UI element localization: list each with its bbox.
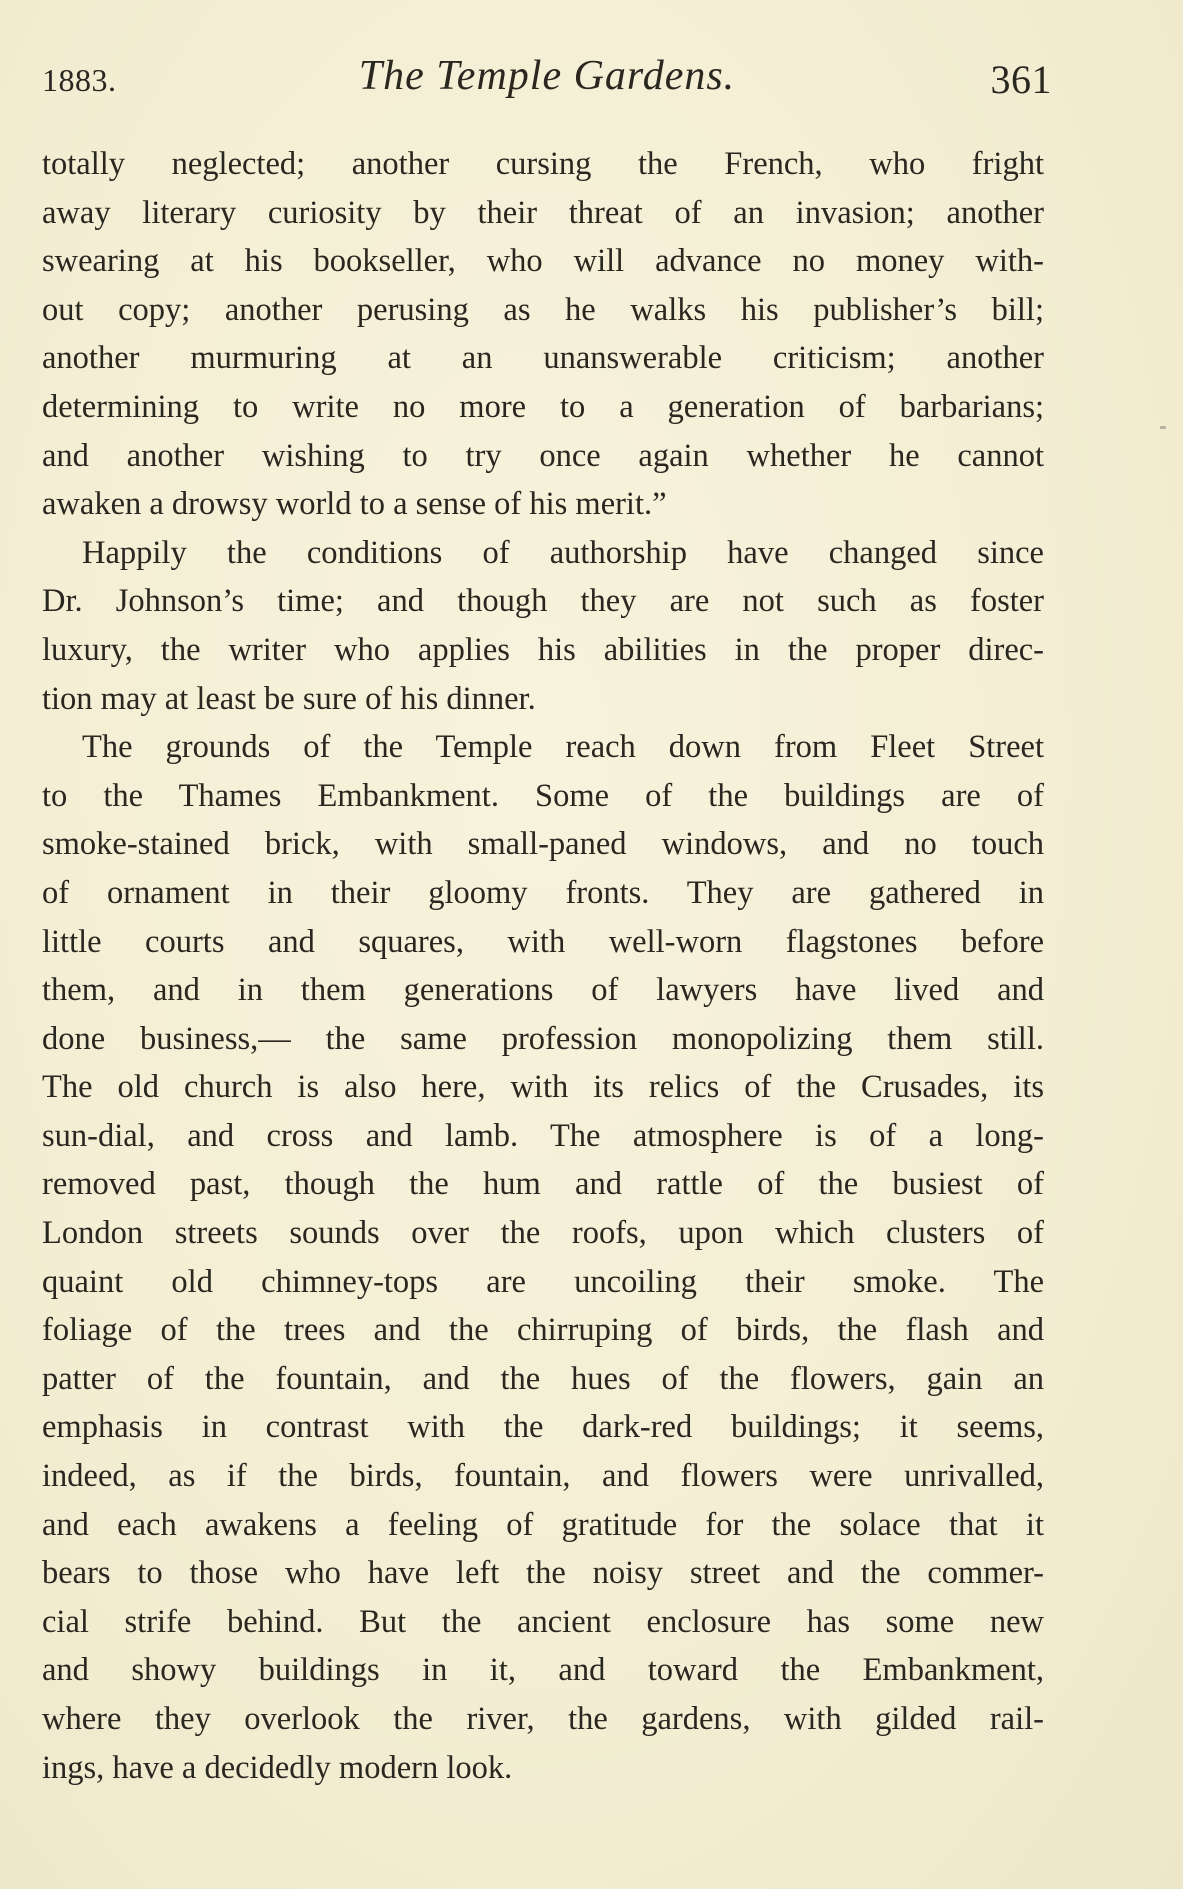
text-line: another murmuring at an unanswerable criticism; another	[42, 340, 1044, 377]
text-line: patter of the fountain, and the hues of the flowers, gain an	[42, 1360, 1044, 1397]
text-line: done business,— the same profession monopolizing them still.	[42, 1020, 1044, 1057]
text-line: them, and in them generations of lawyers have lived and	[42, 972, 1044, 1009]
text-line: emphasis in contrast with the dark-red buildings; it seems,	[42, 1409, 1044, 1446]
text-line: and showy buildings in it, and toward the Embankment,	[42, 1652, 1044, 1689]
text-line: indeed, as if the birds, fountain, and flowers were unrivalled,	[42, 1458, 1044, 1495]
text-line: smoke-stained brick, with small-paned windows, and no touch	[42, 826, 1044, 863]
text-line: sun-dial, and cross and lamb. The atmosphere is of a long-	[42, 1117, 1044, 1154]
text-line: foliage of the trees and the chirruping of birds, the flash and	[42, 1312, 1044, 1349]
text-line: cial strife behind. But the ancient enclosure has some new	[42, 1603, 1044, 1640]
text-line: to the Thames Embankment. Some of the buildings are of	[42, 777, 1044, 814]
text-line: where they overlook the river, the gardens, with gilded rail-	[42, 1701, 1044, 1737]
text-line: awaken a drowsy world to a sense of his merit.”	[42, 486, 667, 523]
text-line: removed past, though the hum and rattle of the busiest of	[42, 1166, 1044, 1203]
text-line: and another wishing to try once again whether he cannot	[42, 437, 1044, 474]
text-line: Dr. Johnson’s time; and though they are not such as foster	[42, 583, 1044, 620]
text-line: totally neglected; another cursing the French, who fright	[42, 146, 1044, 182]
page-number: 361	[990, 57, 1052, 102]
text-line: out copy; another perusing as he walks his publisher’s bill;	[42, 291, 1044, 328]
header-year: 1883.	[42, 62, 117, 98]
margin-speck	[1160, 426, 1166, 429]
text-line: London streets sounds over the roofs, upon which clusters of	[42, 1215, 1044, 1252]
text-line: and each awakens a feeling of gratitude for the solace that it	[42, 1506, 1044, 1543]
text-line: quaint old chimney-tops are uncoiling their smoke. The	[42, 1263, 1044, 1300]
running-head	[42, 52, 1052, 112]
body-text	[42, 140, 1044, 1792]
text-line: bears to those who have left the noisy street and the commer-	[42, 1555, 1044, 1592]
text-line: ings, have a decidedly modern look.	[42, 1749, 513, 1786]
text-line: little courts and squares, with well-worn flagstones before	[42, 923, 1044, 960]
text-line: of ornament in their gloomy fronts. They are gathered in	[42, 874, 1044, 911]
text-line: swearing at his bookseller, who will advance no money with-	[42, 243, 1044, 280]
text-line: tion may at least be sure of his dinner.	[42, 680, 536, 717]
text-line: Happily the conditions of authorship have changed since	[82, 534, 1044, 571]
text-line: luxury, the writer who applies his abilities in the proper direc-	[42, 631, 1044, 668]
text-line: away literary curiosity by their threat of an invasion; another	[42, 194, 1044, 231]
text-line: The grounds of the Temple reach down from Fleet Street	[82, 729, 1044, 766]
text-line: determining to write no more to a generation of barbarians;	[42, 388, 1044, 425]
header-title: The Temple Gardens.	[358, 53, 736, 99]
text-line: The old church is also here, with its relics of the Crusades, its	[42, 1069, 1044, 1106]
